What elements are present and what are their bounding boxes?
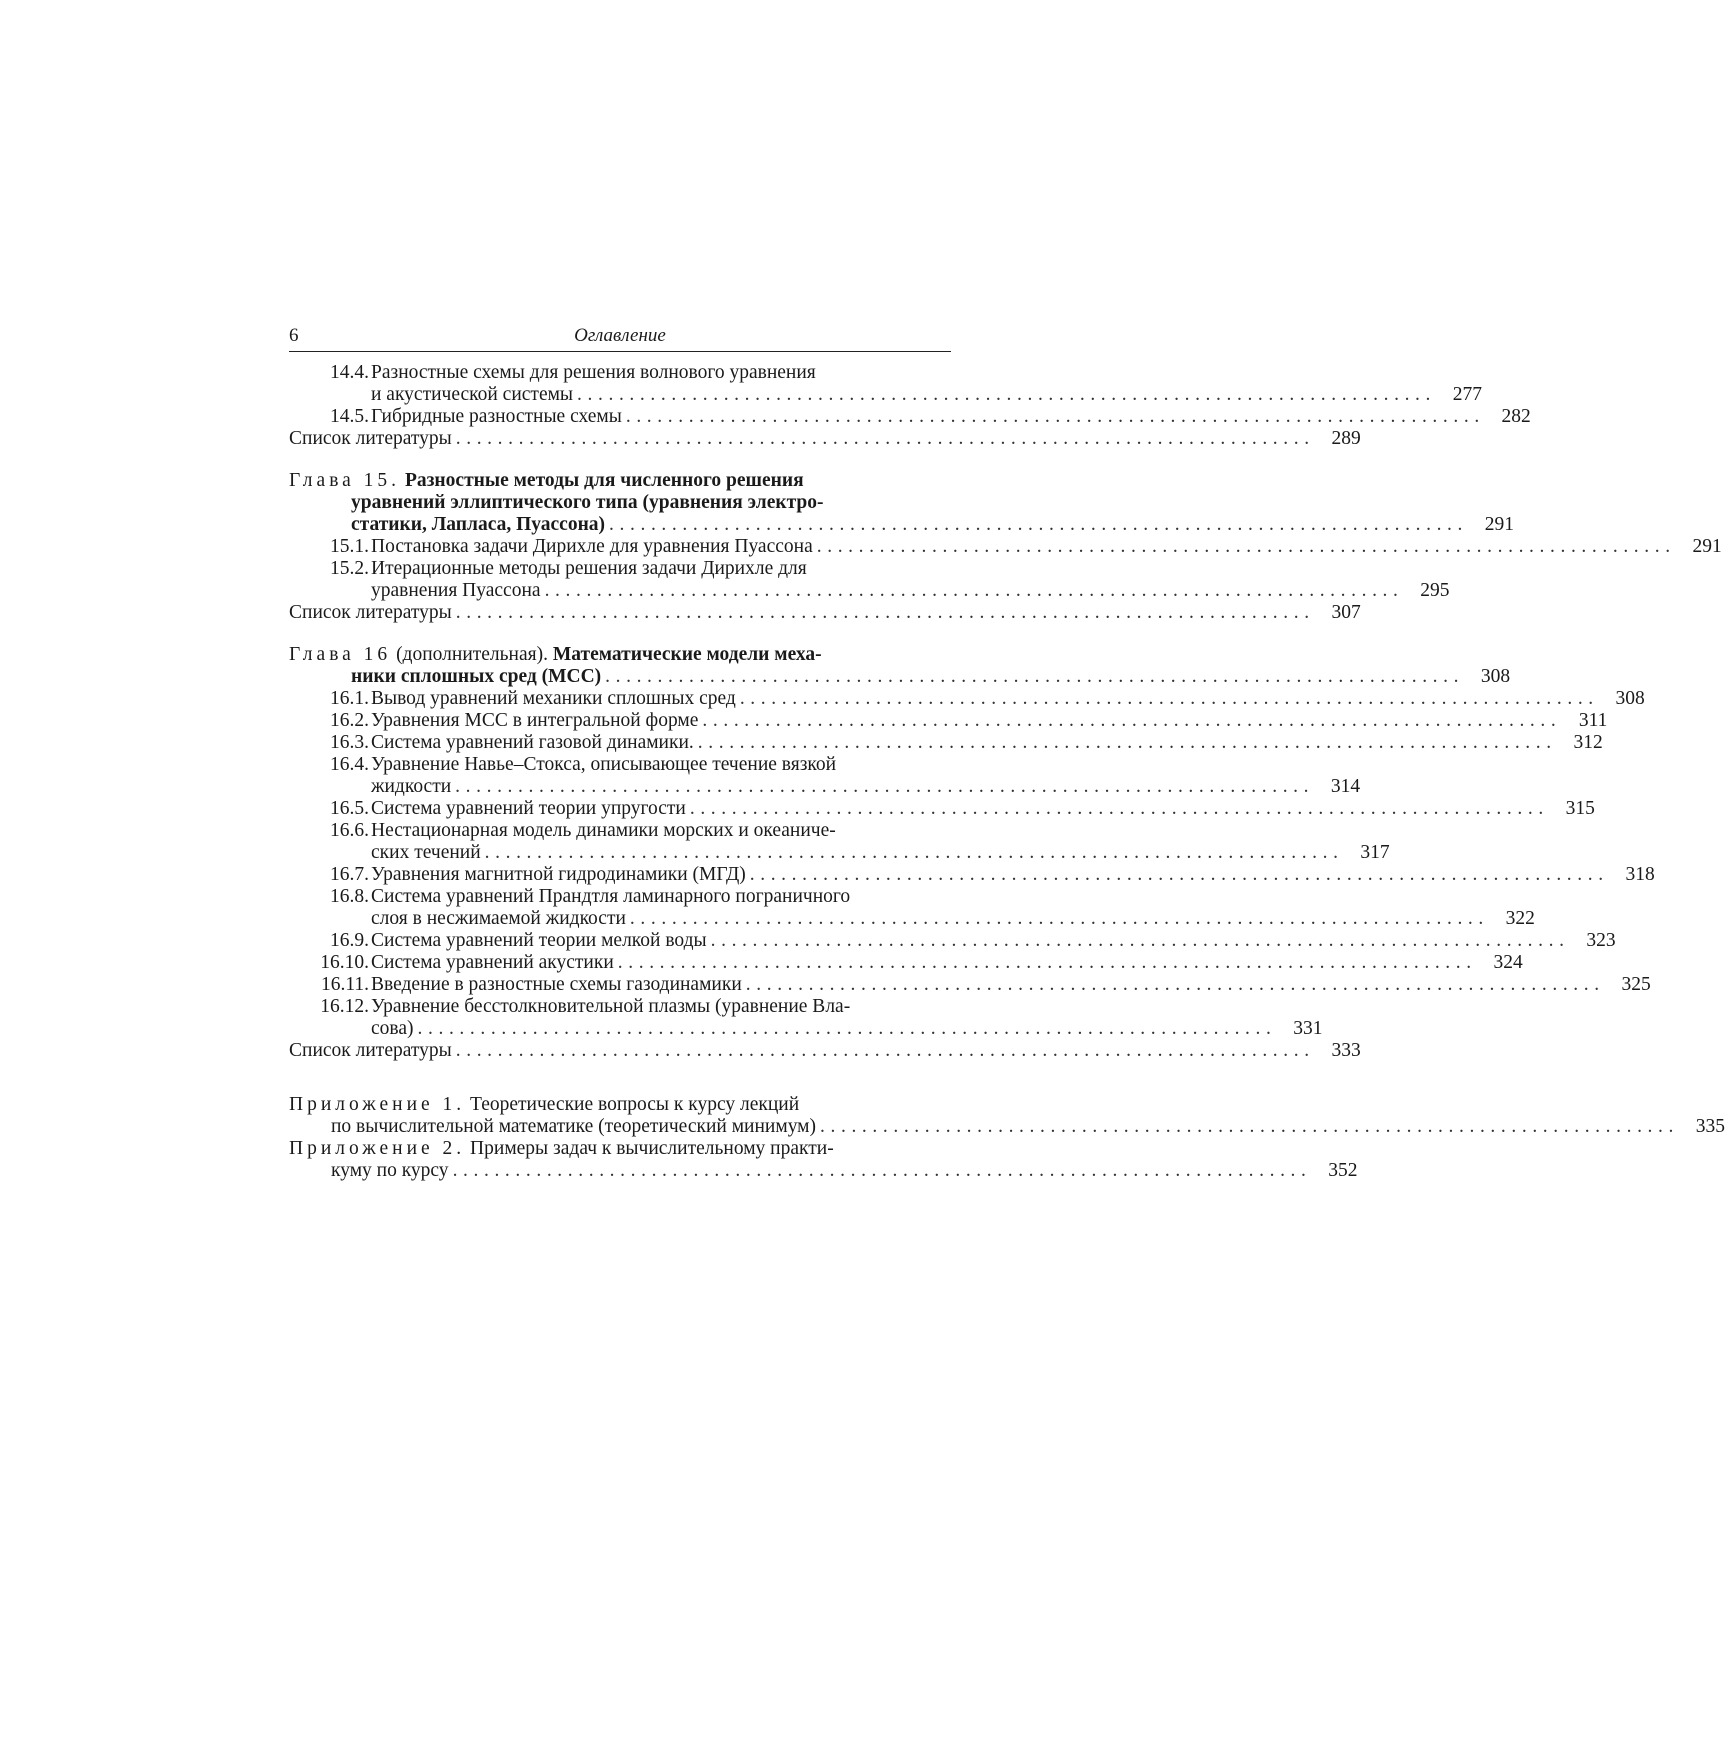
- toc-entry-references[interactable]: Список литературы .................................................................................. 289: [289, 428, 1361, 449]
- running-header: [289, 325, 951, 352]
- toc-page-number: 323: [1586, 930, 1616, 951]
- toc-page-number: 318: [1625, 864, 1655, 885]
- toc-appendix-1[interactable]: Приложение 1. Теоретические вопросы к курсу лекций по вычислительной математике (теоретический минимум) .................................................................................. 335: [289, 1094, 1725, 1137]
- toc-page-number: 315: [1565, 798, 1595, 819]
- toc-entry-references[interactable]: Список литературы .................................................................................. 333: [289, 1040, 1361, 1061]
- toc-entry-16-6[interactable]: 16.6. Нестационарная модель динамики морских и океаниче- ских течений .................................................................................. 317: [330, 820, 1390, 863]
- toc-page-number: 314: [1330, 776, 1361, 797]
- appendix-label: Приложение 1.: [289, 1094, 466, 1115]
- toc-entry-references[interactable]: Список литературы .................................................................................. 307: [289, 602, 1361, 623]
- toc-page-number: 312: [1573, 732, 1603, 753]
- toc-page-number: 291: [1484, 514, 1514, 535]
- toc-entry-15-1[interactable]: 15.1. Постановка задачи Дирихле для уравнения Пуассона .................................................................................. 291: [330, 536, 1722, 557]
- toc-chapter-15[interactable]: Глава 15. Разностные методы для численного решения уравнений эллиптического типа (уравнения электро- статики, Лапласа, Пуассона) .................................................................................. 291: [289, 470, 1514, 535]
- toc-entry-16-9[interactable]: 16.9. Система уравнений теории мелкой воды .................................................................................. 323: [330, 930, 1616, 951]
- toc-entry-16-11[interactable]: 16.11. Введение в разностные схемы газодинамики .................................................................................. 325: [320, 974, 1651, 995]
- running-title: Оглавление: [574, 325, 666, 346]
- toc-page-number: 308: [1480, 666, 1511, 687]
- toc-page-number: 333: [1331, 1040, 1361, 1061]
- toc-entry-16-10[interactable]: 16.10. Система уравнений акустики .................................................................................. 324: [320, 952, 1523, 973]
- toc-chapter-16[interactable]: Глава 16 (дополнительная). Математические модели меха- ники сплошных сред (МСС) .................................................................................. 308: [289, 644, 1511, 687]
- toc-entry-15-2[interactable]: 15.2. Итерационные методы решения задачи Дирихле для уравнения Пуассона .................................................................................. 295: [330, 558, 1450, 601]
- table-of-contents: [289, 362, 1725, 1182]
- toc-page-number: 311: [1578, 710, 1608, 731]
- toc-appendix-2[interactable]: Приложение 2. Примеры задач к вычислительному практи- куму по курсу .................................................................................. 352: [289, 1138, 1358, 1181]
- toc-page-number: 307: [1331, 602, 1361, 623]
- toc-entry-16-2[interactable]: 16.2. Уравнения МСС в интегральной форме .................................................................................. 311: [330, 710, 1608, 731]
- toc-page-number: 331: [1293, 1018, 1323, 1039]
- toc-page-number: 324: [1493, 952, 1523, 973]
- toc-entry-16-3[interactable]: 16.3. Система уравнений газовой динамики. .................................................................................. 312: [330, 732, 1603, 753]
- toc-page-number: 282: [1501, 406, 1531, 427]
- toc-page-number: 335: [1695, 1116, 1725, 1137]
- toc-page-number: 308: [1615, 688, 1645, 709]
- toc-page-number: 322: [1505, 908, 1535, 929]
- toc-entry-16-5[interactable]: 16.5. Система уравнений теории упругости .................................................................................. 315: [330, 798, 1595, 819]
- toc-entry-16-7[interactable]: 16.7. Уравнения магнитной гидродинамики (МГД) .................................................................................. 318: [330, 864, 1655, 885]
- toc-page-number: 325: [1621, 974, 1651, 995]
- toc-entry-16-12[interactable]: 16.12. Уравнение бесстолкновительной плазмы (уравнение Вла- сова) .................................................................................. 331: [320, 996, 1323, 1039]
- toc-page-number: 317: [1360, 842, 1390, 863]
- toc-page-number: 352: [1328, 1160, 1358, 1181]
- toc-entry-14-5[interactable]: 14.5. Гибридные разностные схемы .................................................................................. 282: [330, 406, 1531, 427]
- toc-entry-16-4[interactable]: 16.4. Уравнение Навье–Стокса, описывающее течение вязкой жидкости .................................................................................. 314: [330, 754, 1361, 797]
- page-number: 6: [289, 325, 299, 346]
- chapter-label: Глава 16: [289, 644, 392, 665]
- toc-entry-16-1[interactable]: 16.1. Вывод уравнений механики сплошных сред .................................................................................. 308: [330, 688, 1645, 709]
- toc-page-number: 291: [1692, 536, 1722, 557]
- toc-page-number: 289: [1331, 428, 1361, 449]
- toc-entry-16-8[interactable]: 16.8. Система уравнений Прандтля ламинарного пограничного слоя в несжимаемой жидкости .................................................................................. 322: [330, 886, 1535, 929]
- toc-entry-14-4[interactable]: 14.4. Разностные схемы для решения волнового уравнения и акустической системы .................................................................................. 277: [330, 362, 1482, 405]
- toc-page-number: 295: [1420, 580, 1450, 601]
- appendix-label: Приложение 2.: [289, 1138, 466, 1159]
- toc-page: [289, 325, 1725, 1182]
- chapter-label: Глава 15.: [289, 470, 401, 491]
- toc-page-number: 277: [1452, 384, 1482, 405]
